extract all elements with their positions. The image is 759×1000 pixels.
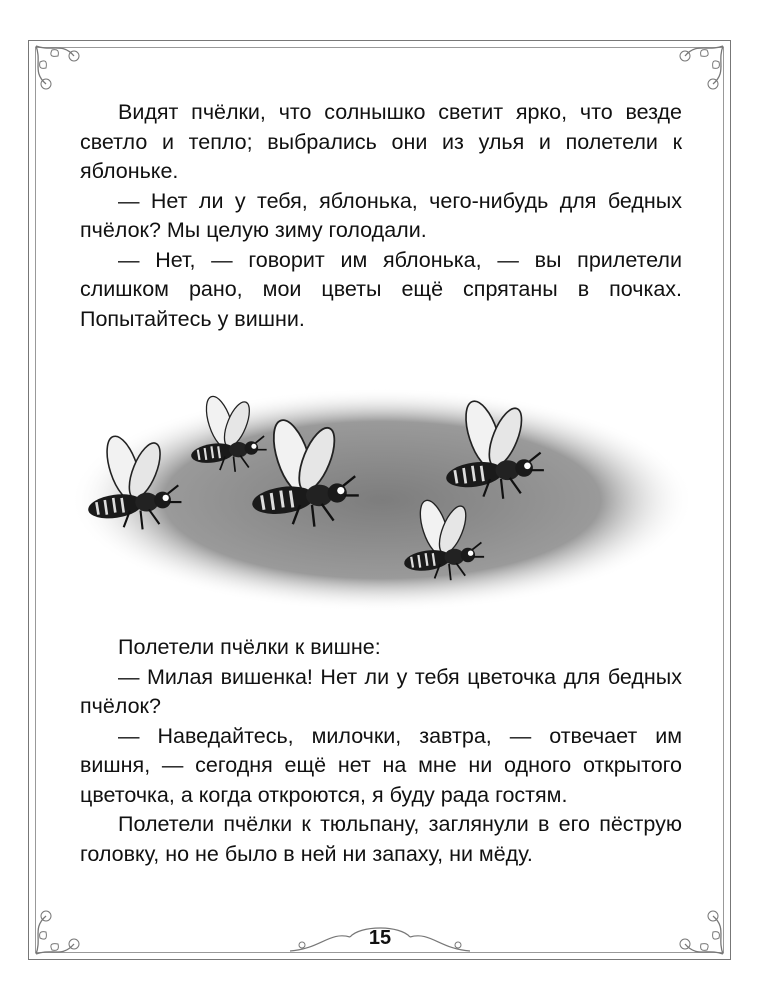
story-text-bottom xyxy=(80,633,682,869)
page-number-block xyxy=(280,915,480,960)
paragraph: — Нет ли у тебя, яблонька, чего-нибудь для бедных пчёлок? Мы целую зиму голодали. xyxy=(80,188,682,242)
paragraph: — Нет, — говорит им яблонька, — вы прилетели слишком рано, мои цветы ещё спрятаны в почках. Попытайтесь у вишни. xyxy=(80,247,682,331)
page-number: 15 xyxy=(368,927,392,949)
story-text-top xyxy=(80,98,682,334)
paragraph: — Наведайтесь, милочки, завтра, — отвечает им вишня, — сегодня ещё нет на мне ни одного открытого цветочка, а когда откроются, я буду рада гостям. xyxy=(80,723,682,807)
paragraph: — Милая вишенка! Нет ли у тебя цветочка для бедных пчёлок? xyxy=(80,664,682,718)
paragraph: Полетели пчёлки к вишне: xyxy=(118,635,381,659)
bees-illustration xyxy=(70,360,695,640)
corner-ornament-icon xyxy=(22,888,102,968)
corner-ornament-icon xyxy=(657,888,737,968)
paragraph: Полетели пчёлки к тюльпану, заглянули в его пёструю головку, но не было в ней ни запаху, ни мёду. xyxy=(80,812,682,866)
paragraph: Видят пчёлки, что солнышко светит ярко, что везде светло и тепло; выбрались они из улья и полетели к яблоньке. xyxy=(80,100,682,183)
